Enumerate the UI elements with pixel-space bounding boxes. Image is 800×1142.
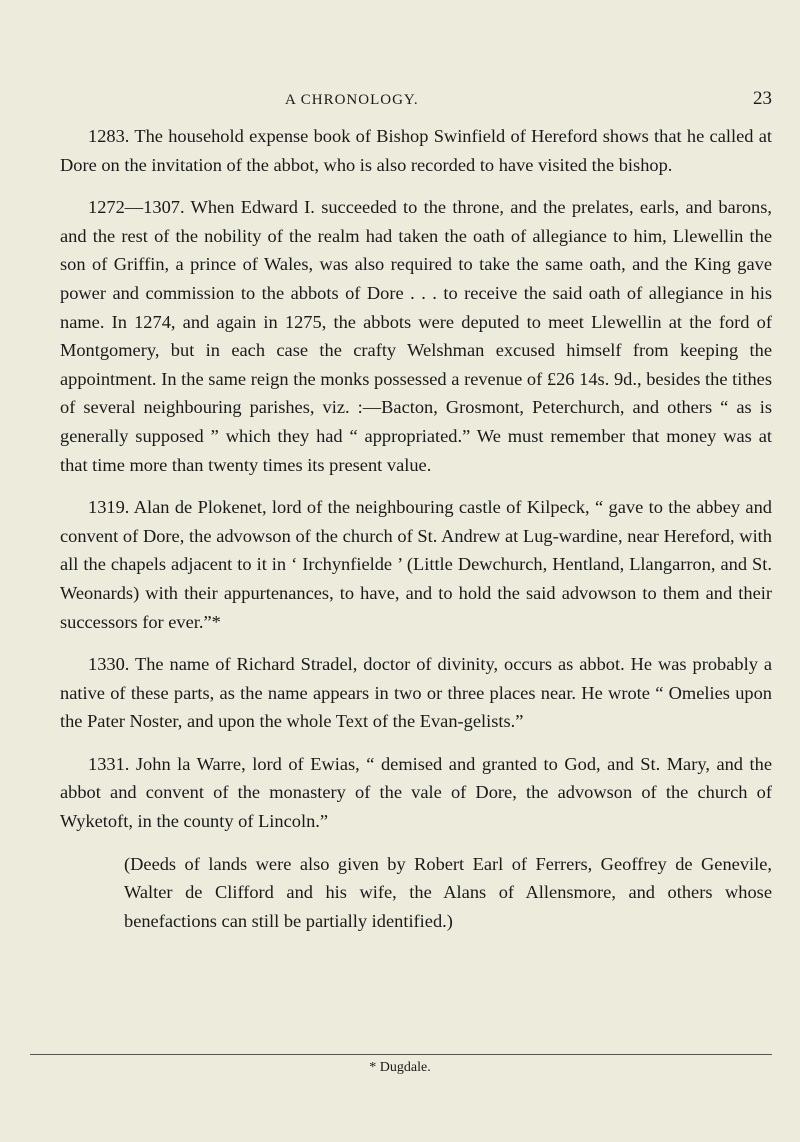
running-head: A CHRONOLOGY. — [285, 92, 419, 108]
paragraph-deeds-note: (Deeds of lands were also given by Robert Earl of Ferrers, Geoffrey de Genevile, Walter de Clifford and his wife, the Alans of Allensmore, and others whose benefactions can still be partially identified.) — [124, 853, 772, 931]
body-text — [60, 122, 772, 949]
footnote-divider — [30, 1054, 772, 1055]
page-number: 23 — [753, 88, 772, 109]
paragraph-1331: 1331. John la Warre, lord of Ewias, “ demised and granted to God, and St. Mary, and the abbot and convent of the monastery of the vale of Dore, the advowson of the church of Wyketoft, in the county of Lincoln.” — [60, 753, 772, 832]
footnote: * Dugdale. — [369, 1060, 431, 1075]
paragraph-1319: 1319. Alan de Plokenet, lord of the neighbouring castle of Kilpeck, “ gave to the abbey and convent of Dore, the advowson of the church of St. Andrew at Lug-wardine, near Hereford, with all the chapels adjacent to it in ‘ Irchynfielde ’ (Little Dewchurch, Hentland, Llangarron, and St. Weonards) with their appurtenances, to have, and to hold the said advowson to them and their successors for ever.”* — [60, 497, 772, 632]
paragraph-1330: 1330. The name of Richard Stradel, doctor of divinity, occurs as abbot. He was probably a native of these parts, as the name appears in two or three places near. He wrote “ Omelies upon the Pater Noster, and upon the whole Text of the Evan-gelists.” — [60, 654, 772, 732]
paragraph-1272-1307: 1272—1307. When Edward I. succeeded to the throne, and the prelates, earls, and barons, and the rest of the nobility of the realm had taken the oath of allegiance to him, Llewellin the son of Griffin, a prince of Wales, was also required to take the same oath, and the King gave power and commission to the abbots of Dore . . . to receive the said oath of allegiance in his name. In 1274, and again in 1275, the abbots were deputed to meet Llewellin at the ford of Montgomery, but in each case the crafty Welshman excused himself from keeping the appointment. In the same reign the monks possessed a revenue of £26 14s. 9d., besides the tithes of several neighbouring parishes, viz. :—Bacton, Grosmont, Peterchurch, and others “ as is generally supposed ” which they had “ appropriated.” We must remember that money was at that time more than twenty times its present value. — [60, 197, 772, 475]
page-header — [60, 88, 772, 118]
paragraph-1283: 1283. The household expense book of Bishop Swinfield of Hereford shows that he called at Dore on the invitation of the abbot, who is also recorded to have visited the bishop. — [60, 126, 772, 175]
